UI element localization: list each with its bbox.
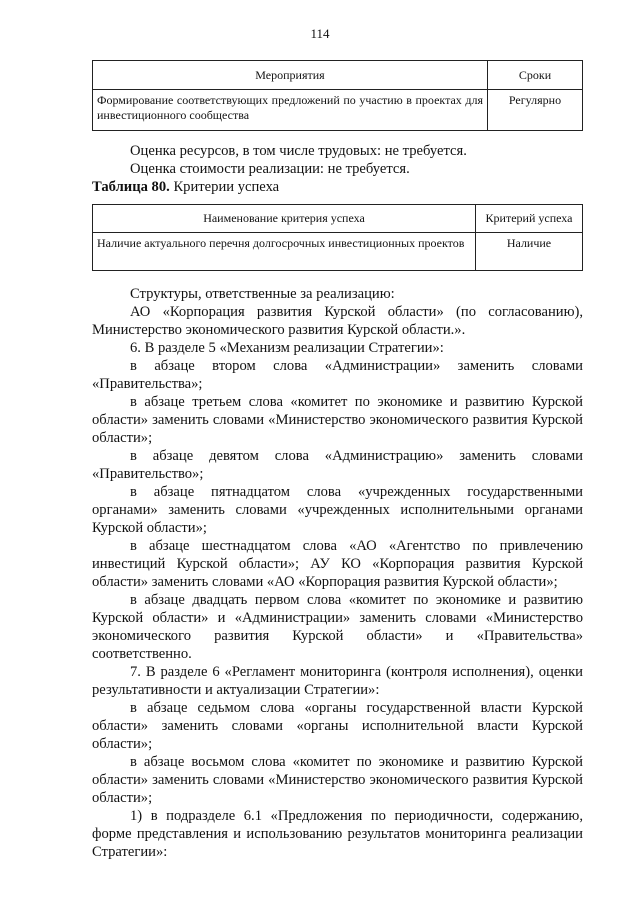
table-cell-criterion-name: Наличие актуального перечня долгосрочных инвестиционных проектов <box>93 233 476 271</box>
paragraph: в абзаце восьмом слова «комитет по экономике и развитию Курской области» заменить словами «Министерство экономического развития Курской области»; <box>92 754 583 806</box>
paragraph: АО «Корпорация развития Курской области» (по согласованию), Министерство экономического развития Курской области.». <box>92 304 583 338</box>
paragraph: в абзаце девятом слова «Администрацию» заменить словами «Правительство»; <box>92 448 583 482</box>
activities-table <box>92 60 583 131</box>
page-number: 114 <box>310 26 330 41</box>
paragraph: 6. В разделе 5 «Механизм реализации Стратегии»: <box>130 340 444 356</box>
body-text <box>92 285 583 861</box>
paragraph: в абзаце пятнадцатом слова «учрежденных государственными органами» заменить словами «учрежденных исполнительными органами Курской области»; <box>92 484 583 536</box>
paragraph: в абзаце третьем слова «комитет по экономике и развитию Курской области» заменить словами «Министерство экономического развития Курской области»; <box>92 394 583 446</box>
table-row <box>93 233 583 271</box>
paragraph: в абзаце втором слова «Администрации» заменить словами «Правительства»; <box>92 358 583 392</box>
paragraph: в абзаце шестнадцатом слова «АО «Агентство по привлечению инвестиций Курской области»; АУ КО «Корпорация развития Курской области» заменить словами «АО «Корпорация развития Курской области»; <box>92 538 583 590</box>
paragraph: 7. В разделе 6 «Регламент мониторинга (контроля исполнения), оценки результативности и актуализации Стратегии»: <box>92 664 583 698</box>
table-cell-criterion: Наличие <box>476 233 583 271</box>
column-header-activities: Мероприятия <box>93 61 488 90</box>
column-header-criterion: Критерий успеха <box>476 205 583 233</box>
table-caption-title: Критерии успеха <box>169 179 280 195</box>
column-header-deadlines: Сроки <box>488 61 583 90</box>
table-caption <box>92 178 583 196</box>
paragraph: 1) в подразделе 6.1 «Предложения по периодичности, содержанию, форме представления и использованию результатов мониторинга реализации Стратегии»: <box>92 808 583 860</box>
success-criteria-table <box>92 204 583 271</box>
table-caption-label: Таблица 80. <box>92 179 170 195</box>
table-header-row <box>93 61 583 90</box>
table-header-row <box>93 205 583 233</box>
paragraph: в абзаце двадцать первом слова «комитет по экономике и развитию Курской области» и «Администрации» заменить словами «Министерство экономического развития Курской области» и «Правительства» соответственно. <box>92 592 583 662</box>
intro-line: Оценка ресурсов, в том числе трудовых: не требуется. <box>130 143 467 159</box>
paragraph: Структуры, ответственные за реализацию: <box>130 286 395 302</box>
intro-line: Оценка стоимости реализации: не требуется. <box>130 161 410 177</box>
table-cell-activity: Формирование соответствующих предложений по участию в проектах для инвестиционного сообщества <box>93 90 488 131</box>
intro-block <box>92 142 583 196</box>
table-cell-deadline: Регулярно <box>488 90 583 131</box>
column-header-criterion-name: Наименование критерия успеха <box>93 205 476 233</box>
table-row <box>93 90 583 131</box>
paragraph: в абзаце седьмом слова «органы государственной власти Курской области» заменить словами «органы исполнительной власти Курской области»; <box>92 700 583 752</box>
